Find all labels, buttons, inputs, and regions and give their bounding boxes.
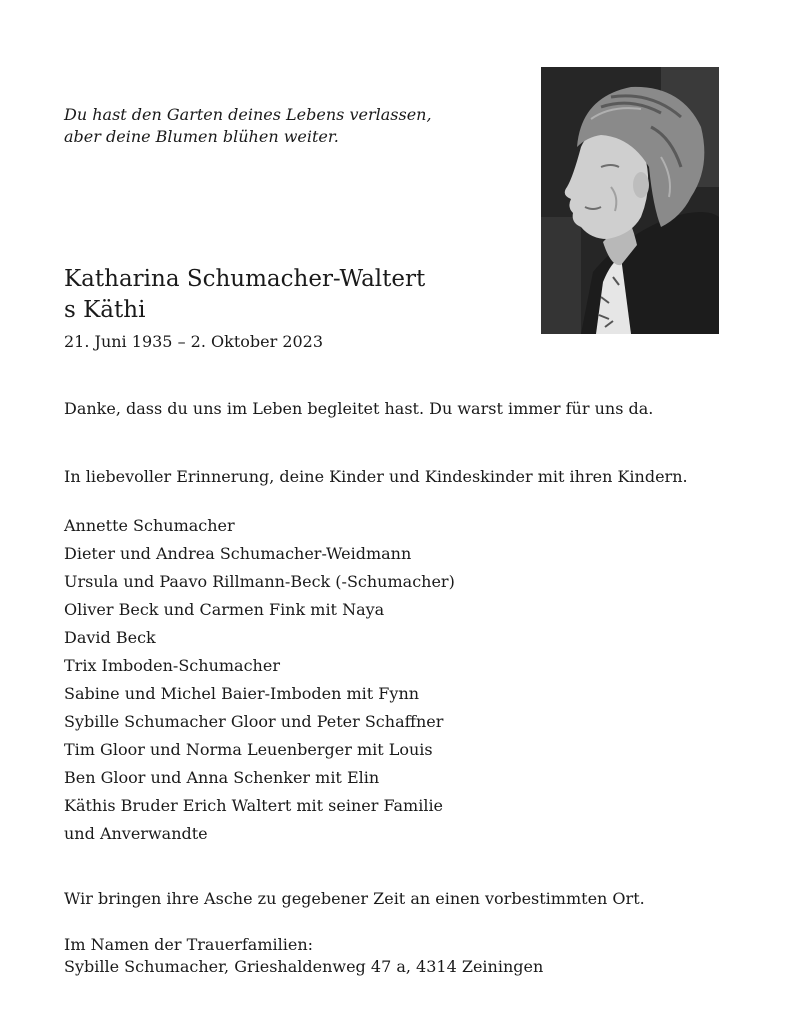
family-member: Trix Imboden-Schumacher [64,656,280,675]
family-member: und Anverwandte [64,824,208,843]
family-member: Sabine und Michel Baier-Imboden mit Fynn [64,684,420,703]
deceased-info [64,264,524,354]
family-member: Annette Schumacher [64,516,235,535]
family-member: Käthis Bruder Erich Waltert mit seiner Familie [64,796,444,815]
thanks-text: Danke, dass du uns im Leben begleitet hast. Du warst immer für uns da. [64,399,654,418]
quote-line-2: aber deine Blumen blühen weiter. [64,127,339,146]
family-member: Oliver Beck und Carmen Fink mit Naya [64,600,385,619]
family-member: David Beck [64,628,156,647]
life-dates: 21. Juni 1935 – 2. Oktober 2023 [64,332,324,351]
memorial-quote [64,104,484,148]
portrait-photo [541,67,719,334]
memory-text: In liebevoller Erinnerung, deine Kinder und Kindeskinder mit ihren Kindern. [64,467,688,486]
signature-line-2: Sybille Schumacher, Grieshaldenweg 47 a, 4314 Zeiningen [64,957,544,976]
signature-block [64,934,543,978]
ashes-text: Wir bringen ihre Asche zu gegebener Zeit an einen vorbestimmten Ort. [64,889,645,908]
deceased-nickname: s Käthi [64,297,146,323]
family-member: Ursula und Paavo Rillmann-Beck (-Schumacher) [64,572,455,591]
deceased-name: Katharina Schumacher-Waltert [64,266,426,292]
quote-line-1: Du hast den Garten deines Lebens verlassen, [64,105,432,124]
family-member: Tim Gloor und Norma Leuenberger mit Louis [64,740,433,759]
family-list [64,512,455,848]
family-member: Sybille Schumacher Gloor und Peter Schaffner [64,712,444,731]
signature-line-1: Im Namen der Trauerfamilien: [64,935,314,954]
family-member: Ben Gloor und Anna Schenker mit Elin [64,768,380,787]
family-member: Dieter und Andrea Schumacher-Weidmann [64,544,412,563]
